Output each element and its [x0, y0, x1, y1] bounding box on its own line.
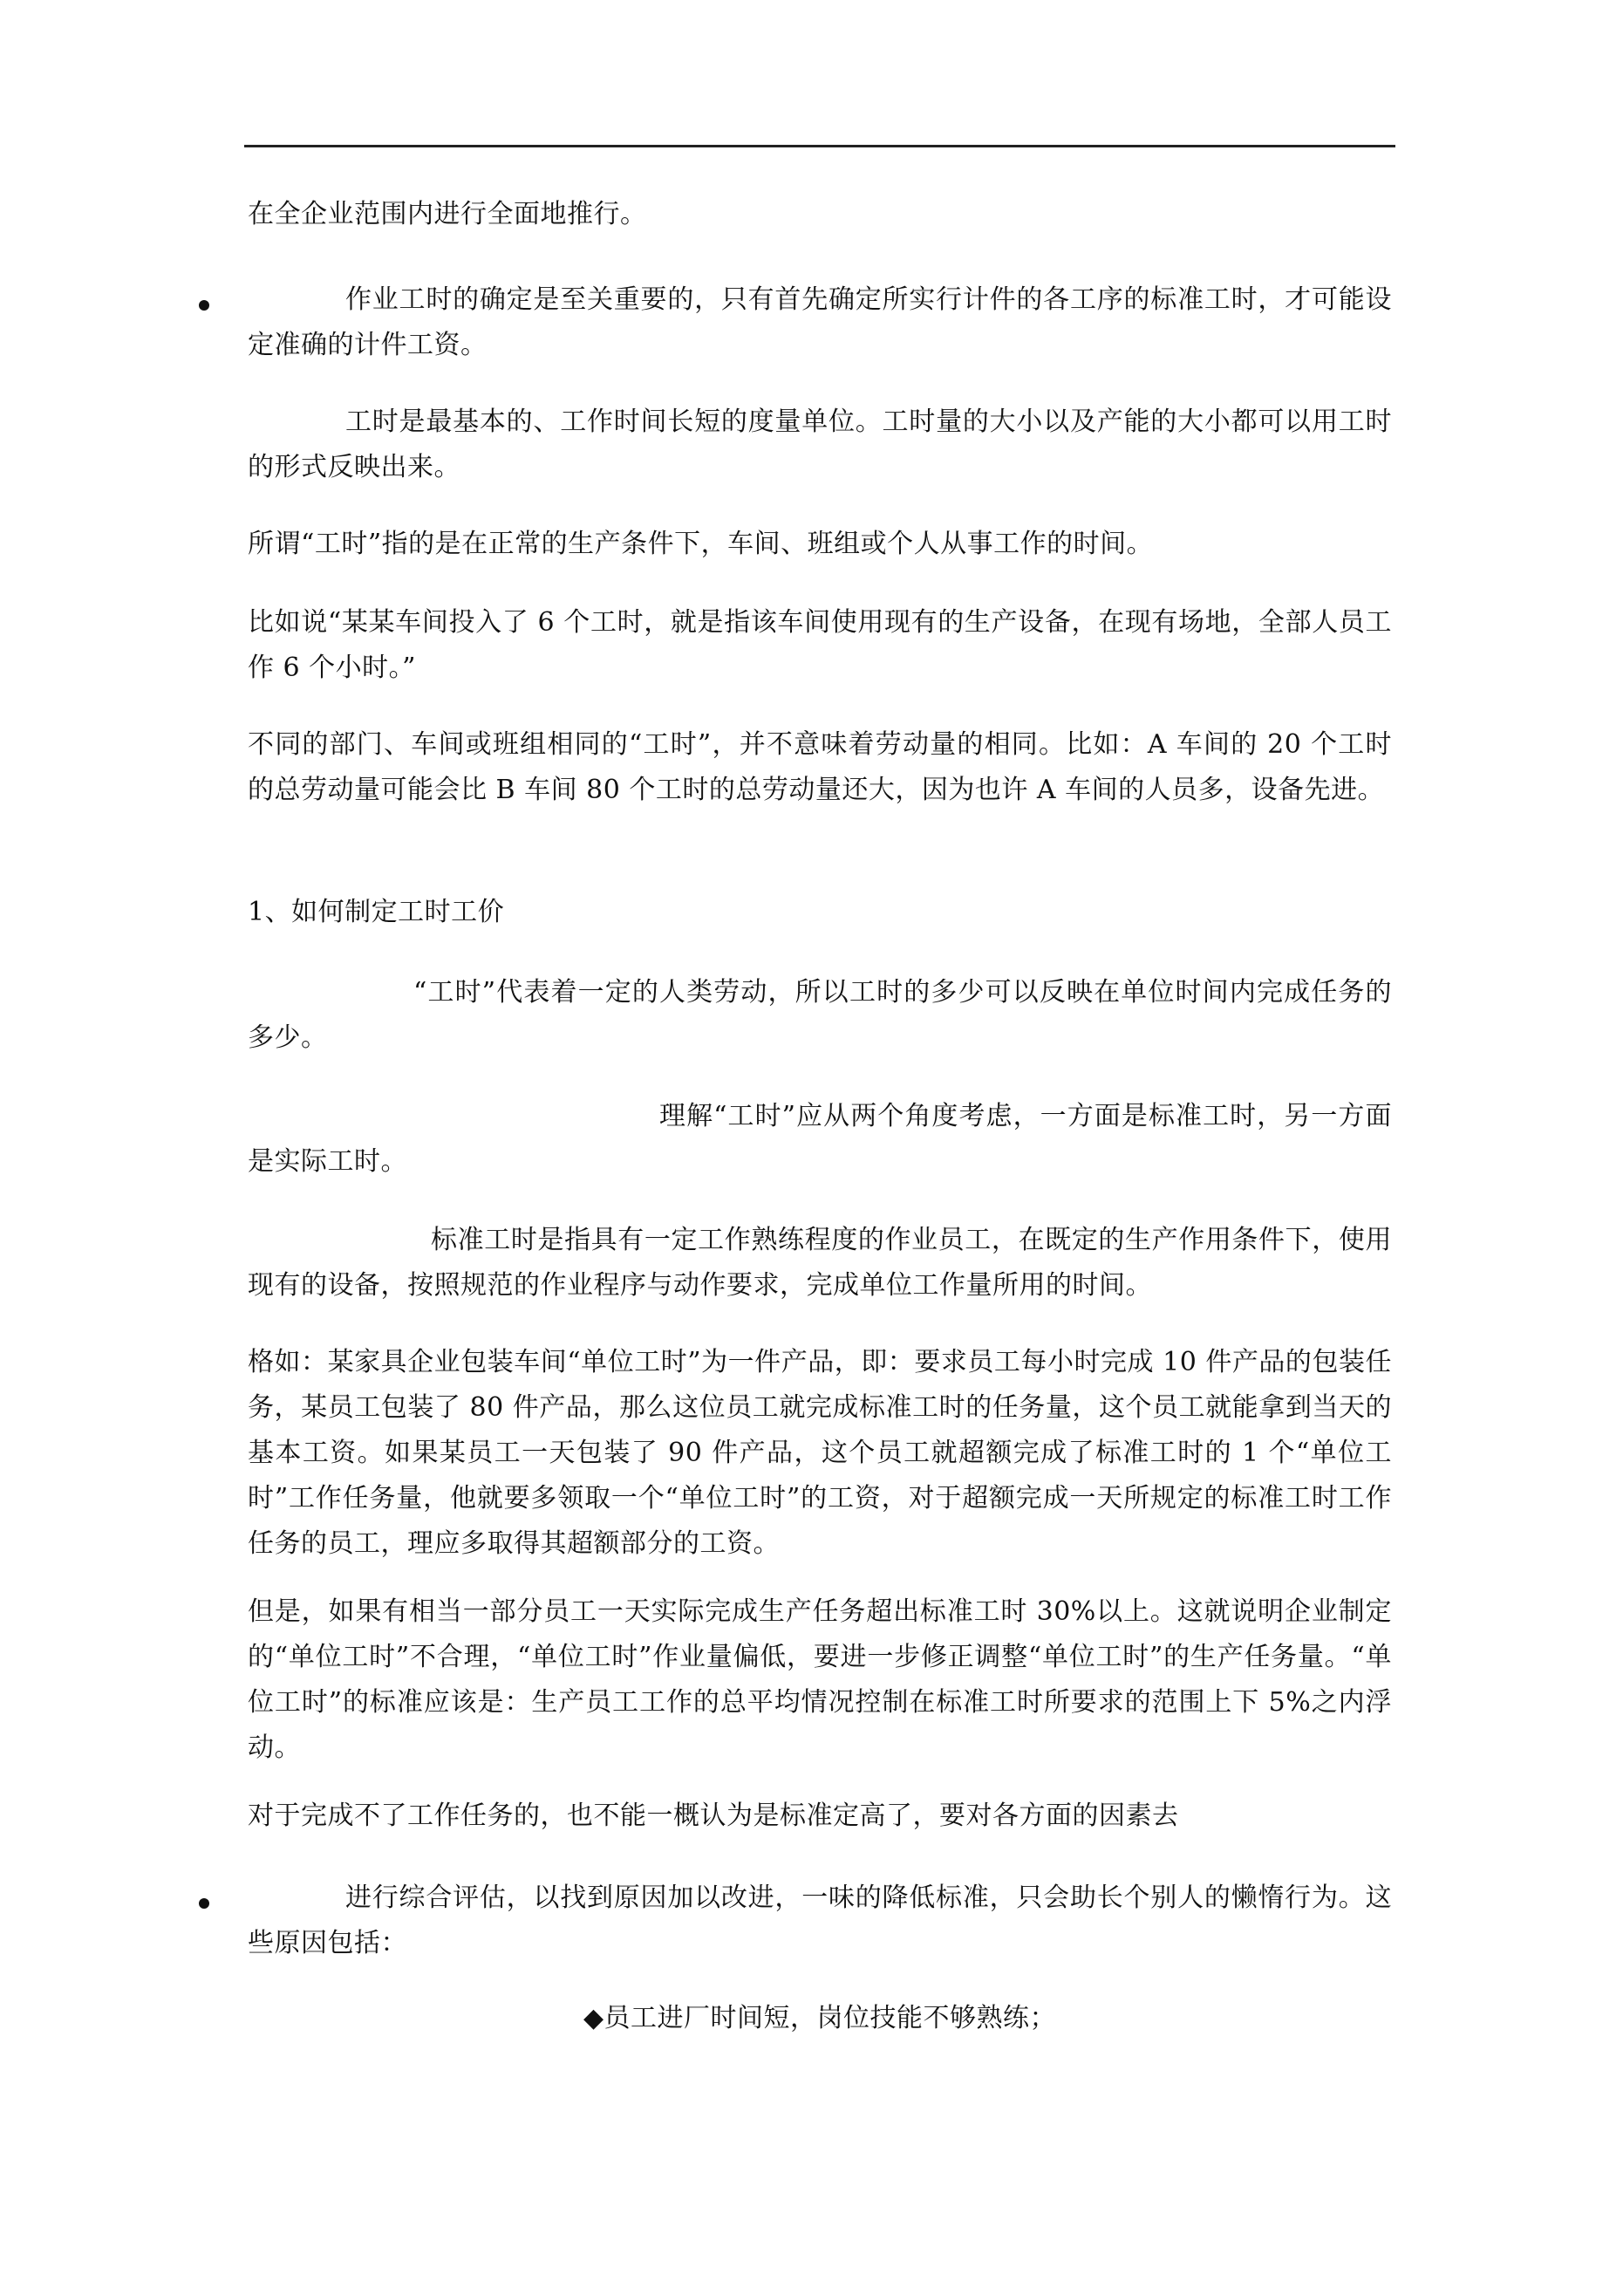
header-rule	[244, 145, 1395, 147]
paragraph-10: 格如：某家具企业包装车间“单位工时”为一件产品，即：要求员工每小时完成 10 件产品的包装任务，某员工包装了 80 件产品，那么这位员工就完成标准工时的任务量，这个员工就能拿到当天的基本工资。如果某员工一天包装了 90 件产品，这个员工就超额完成了标准工时的 1 个“单位工时”工作任务量，他就要多领取一个“单位工时”的工资，对于超额完成一天所规定的标准工时工作任务的员工，理应多取得其超额部分的工资。	[248, 1347, 1392, 1559]
bullet-dot-2	[199, 1898, 209, 1909]
paragraph-3: 工时是最基本的、工作时间长短的度量单位。工时量的大小以及产能的大小都可以用工时的形式反映出来。	[248, 407, 1392, 482]
paragraph-5: 比如说“某某车间投入了 6 个工时，就是指该车间使用现有的生产设备，在现有场地，全部人员工作 6 个小时。”	[248, 607, 1392, 683]
paragraph-7: “工时”代表着一定的人类劳动，所以工时的多少可以反映在单位时间内完成任务的多少。	[248, 977, 1392, 1053]
paragraph-11: 但是，如果有相当一部分员工一天实际完成生产任务超出标准工时 30%以上。这就说明企业制定的“单位工时”不合理，“单位工时”作业量偏低，要进一步修正调整“单位工时”的生产任务量。“单位工时”的标准应该是：生产员工工作的总平均情况控制在标准工时所要求的范围上下 5%之内浮动。	[248, 1596, 1392, 1763]
bullet-dot-1	[199, 300, 209, 311]
paragraph-1: 在全企业范围内进行全面地推行。	[248, 199, 647, 229]
section-heading: 1、如何制定工时工价	[248, 897, 505, 927]
paragraph-13: 进行综合评估，以找到原因加以改进，一味的降低标准，只会助长个别人的懒惰行为。这些原因包括：	[248, 1883, 1392, 1958]
paragraph-6: 不同的部门、车间或班组相同的“工时”，并不意味着劳动量的相同。比如：A 车间的 20 个工时的总劳动量可能会比 B 车间 80 个工时的总劳动量还大，因为也许 A 车间的人员多，设备先进。	[248, 729, 1392, 805]
paragraph-12: 对于完成不了工作任务的，也不能一概认为是标准定高了，要对各方面的因素去	[248, 1801, 1179, 1831]
paragraph-9: 标准工时是指具有一定工作熟练程度的作业员工，在既定的生产作用条件下，使用现有的设备，按照规范的作业程序与动作要求，完成单位工作量所用的时间。	[248, 1225, 1392, 1301]
paragraph-8: 理解“工时”应从两个角度考虑，一方面是标准工时，另一方面是实际工时。	[248, 1101, 1392, 1177]
list-item-diamond: ◆员工进厂时间短，岗位技能不够熟练；	[583, 2003, 1057, 2033]
paragraph-4: 所谓“工时”指的是在正常的生产条件下，车间、班组或个人从事工作的时间。	[248, 529, 1154, 559]
paragraph-2: 作业工时的确定是至关重要的，只有首先确定所实行计件的各工序的标准工时，才可能设定准确的计件工资。	[248, 284, 1392, 360]
